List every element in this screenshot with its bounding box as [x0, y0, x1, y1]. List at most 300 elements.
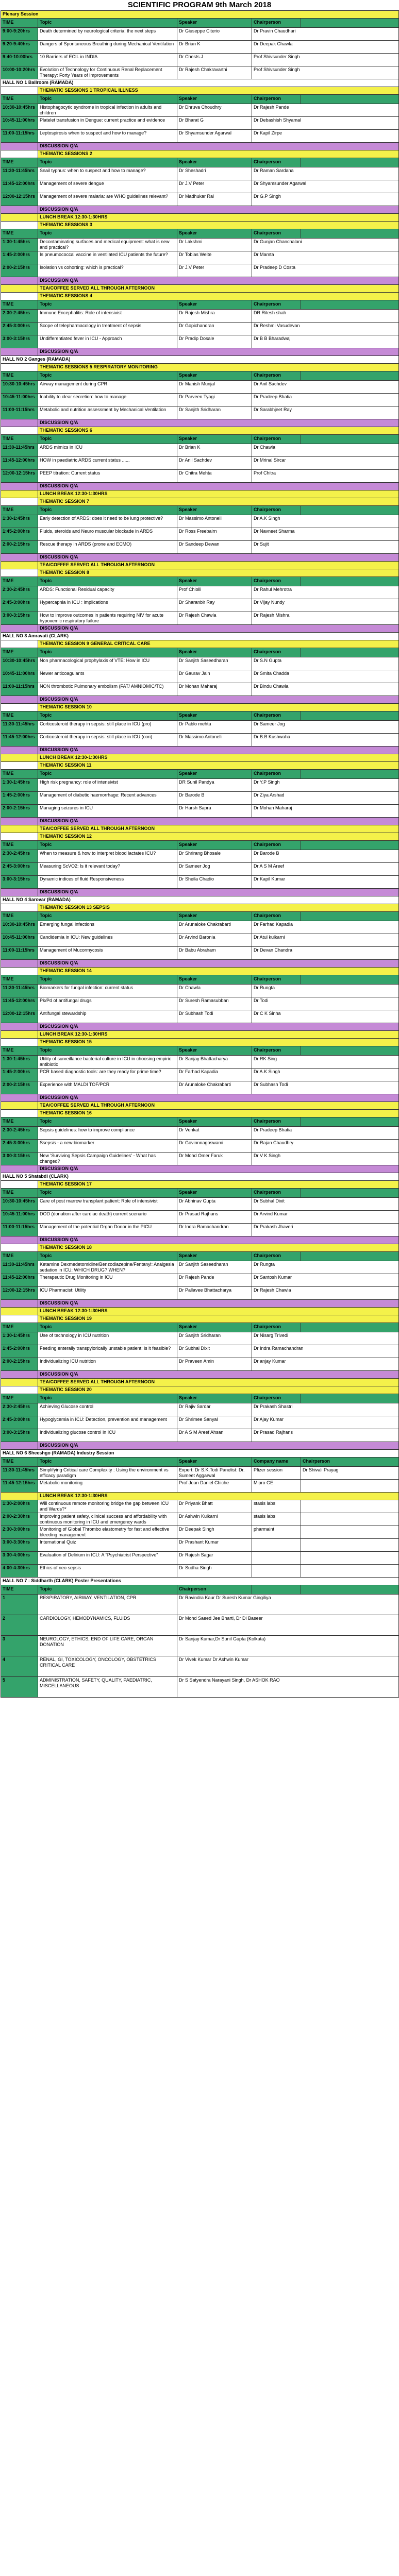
talk-chairperson: Dr Vijay Nundy	[252, 599, 399, 612]
talk-time: 1:45-2:00hrs	[1, 1345, 38, 1358]
hall-header-row	[1, 633, 399, 640]
session-label: DISCUSSION Q/A	[38, 1165, 399, 1173]
industry-row	[1, 1539, 399, 1552]
column-header: TIME	[1, 95, 38, 104]
talk-time: 2:30-2:45hrs	[1, 586, 38, 599]
session-label: THEMATIC SESSIONS 1 TROPICAL ILLNESS	[38, 87, 399, 95]
column-header: Chairperson	[177, 1585, 252, 1595]
talk-row	[1, 167, 399, 180]
industry-row	[1, 1552, 399, 1565]
talk-time: 2:00-2:15hrs	[1, 264, 38, 277]
talk-company: pharmaint	[252, 1526, 301, 1539]
session-label: THEMATIC SESSIONS 2	[38, 150, 399, 158]
column-header: TIME	[1, 506, 38, 515]
session-spacer	[1, 1379, 38, 1386]
session-row	[1, 1244, 399, 1252]
talk-time: 10:30-10:45hrs	[1, 1198, 38, 1211]
talk-topic: Utility of surveillance bacterial culture in ICU in choosing empiric antibiotic	[38, 1056, 177, 1069]
poster-chairperson: Dr Mohd Saeed Jee Bharti, Dr Di Baseer	[177, 1615, 399, 1636]
session-row	[1, 427, 399, 435]
talk-speaker: Dr Bharat G	[177, 117, 252, 130]
talk-speaker: Dr Shrimee Sanyal	[177, 1416, 252, 1429]
talk-speaker: Dr Brian K	[177, 444, 252, 457]
session-row	[1, 704, 399, 711]
talk-row	[1, 28, 399, 41]
talk-chairperson: Dr Shyamsunder Agarwal	[252, 180, 399, 193]
talk-topic: Achieving Glucose control	[38, 1403, 177, 1416]
talk-topic: Scope of telepharmacology in treatment of sepsis	[38, 323, 177, 335]
column-header: Chairperson	[252, 19, 301, 28]
hall-name: HALL NO 1 Ballroom (RAMADA)	[1, 79, 399, 87]
session-spacer	[1, 1181, 38, 1189]
talk-topic: New 'Surviving Sepsis Campaign Guidelines' - What has changed?	[38, 1153, 177, 1165]
session-row	[1, 348, 399, 356]
column-header: Topic	[38, 371, 177, 381]
talk-row	[1, 863, 399, 876]
talk-time: 2:45-3:00hrs	[1, 863, 38, 876]
talk-row	[1, 1081, 399, 1094]
talk-time: 2:45-3:00hrs	[1, 599, 38, 612]
session-spacer	[1, 554, 38, 562]
column-header: Topic	[38, 577, 177, 586]
column-header: TIME	[1, 975, 38, 985]
session-row	[1, 498, 399, 506]
talk-row	[1, 612, 399, 625]
talk-chairperson: Dr Mamta	[252, 251, 399, 264]
talk-speaker: Dr Ross Freebairn	[177, 528, 252, 541]
session-label: LUNCH BREAK 12:30-1:30HRS	[38, 1031, 399, 1039]
session-row	[1, 1039, 399, 1046]
talk-row	[1, 117, 399, 130]
talk-speaker: Dr Massimo Antonelli	[177, 734, 252, 747]
talk-topic: Non pharmacological prophylaxis of VTE: How in ICU	[38, 657, 177, 670]
hall-name: HALL NO 2 Ganges (RAMADA)	[1, 356, 399, 364]
session-label: DISCUSSION Q/A	[38, 419, 399, 427]
column-header	[301, 1189, 399, 1198]
column-header: Speaker	[177, 19, 252, 28]
talk-time: 2:30-2:45hrs	[1, 1403, 38, 1416]
talk-row	[1, 805, 399, 818]
talk-chairperson: Dr Atul kulkarni	[252, 934, 399, 947]
talk-chairperson: Dr Santosh Kumar	[252, 1274, 399, 1287]
column-header-row	[1, 229, 399, 239]
hall-header-row	[1, 79, 399, 87]
session-spacer	[1, 625, 38, 633]
session-label: DISCUSSION Q/A	[38, 1094, 399, 1102]
industry-row	[1, 1500, 399, 1513]
talk-time: 10:45-11:00hrs	[1, 670, 38, 683]
column-header	[252, 1585, 301, 1595]
column-header	[301, 371, 399, 381]
column-header	[301, 770, 399, 779]
session-spacer	[1, 960, 38, 968]
column-header	[301, 19, 399, 28]
session-spacer	[1, 833, 38, 841]
talk-row	[1, 104, 399, 117]
talk-time: 11:30-11:45hrs	[1, 1467, 38, 1480]
column-header-row	[1, 95, 399, 104]
talk-row	[1, 335, 399, 348]
talk-chairperson: Dr RK Sing	[252, 1056, 399, 1069]
talk-chairperson: Dr anjay Kumar	[252, 1358, 399, 1371]
session-spacer	[1, 419, 38, 427]
talk-chairperson: Dr Ziya Arshad	[252, 792, 399, 805]
talk-chairperson: Dr Reshmi Vasudevan	[252, 323, 399, 335]
talk-speaker: Dr Mohan Maharaj	[177, 683, 252, 696]
column-header-row	[1, 648, 399, 657]
talk-time: 2:00-2:15hrs	[1, 1358, 38, 1371]
poster-topic: NEUROLOGY, ETHICS, END OF LIFE CARE, ORGAN DONATION	[38, 1636, 177, 1656]
column-header	[301, 1046, 399, 1056]
session-row	[1, 960, 399, 968]
column-header: Chairperson	[252, 912, 301, 921]
talk-speaker: Dr Shyamsunder Agarwal	[177, 130, 252, 143]
talk-chairperson: Dr Y.P Singh	[252, 779, 399, 792]
hall-name: HALL NO 3 Amravati (CLARK)	[1, 633, 399, 640]
column-header	[301, 841, 399, 850]
session-row	[1, 1031, 399, 1039]
session-label: THEMATIC SESSION 17	[38, 1181, 399, 1189]
talk-speaker: Dr Giuseppe Citerio	[177, 28, 252, 41]
talk-chairperson: Dr Rajesh Mishra	[252, 612, 399, 625]
talk-row	[1, 1127, 399, 1140]
talk-topic: Decontaminating surfaces and medical equipment: what is new and practical?	[38, 239, 177, 251]
session-row	[1, 889, 399, 896]
column-header: Topic	[38, 1189, 177, 1198]
talk-chairperson: Dr Subhal Dixit	[252, 1198, 399, 1211]
talk-chairperson	[301, 1500, 399, 1513]
talk-speaker: Dr Sheila Chadio	[177, 876, 252, 889]
talk-row	[1, 1010, 399, 1023]
talk-row	[1, 394, 399, 406]
talk-time: 10:30-10:45hrs	[1, 381, 38, 394]
talk-time: 10:45-11:00hrs	[1, 1211, 38, 1224]
talk-time: 11:45-12:00hrs	[1, 457, 38, 470]
session-spacer	[1, 904, 38, 912]
talk-chairperson: Dr Deepak Chawla	[252, 41, 399, 54]
talk-chairperson: DR Ritesh shah	[252, 310, 399, 323]
talk-chairperson: Dr Prakash Shastri	[252, 1403, 399, 1416]
poster-row	[1, 1677, 399, 1698]
talk-topic: ARDS mimics in ICU	[38, 444, 177, 457]
session-label: DISCUSSION Q/A	[38, 1371, 399, 1379]
session-row	[1, 1386, 399, 1394]
talk-time: 11:45-12:00hrs	[1, 734, 38, 747]
poster-chairperson: Dr S Satyendra Narayani Singh, Dr ASHOK RAO	[177, 1677, 399, 1698]
talk-row	[1, 683, 399, 696]
column-header: TIME	[1, 1252, 38, 1261]
session-label: DISCUSSION Q/A	[38, 554, 399, 562]
talk-chairperson: Dr Rajesh Chawla	[252, 1287, 399, 1300]
talk-time: 10:45-11:00hrs	[1, 394, 38, 406]
talk-chairperson: Dr Anil Sachdev	[252, 381, 399, 394]
poster-number: 4	[1, 1656, 38, 1677]
column-header: TIME	[1, 371, 38, 381]
session-label: DISCUSSION Q/A	[38, 348, 399, 356]
talk-row	[1, 876, 399, 889]
talk-row	[1, 323, 399, 335]
talk-time: 2:30-2:45hrs	[1, 850, 38, 863]
talk-speaker: Dr Arvind Baronia	[177, 934, 252, 947]
talk-topic: Candidemia in ICU: New guidelines	[38, 934, 177, 947]
talk-topic: Managing seizures in ICU	[38, 805, 177, 818]
column-header: TIME	[1, 1585, 38, 1595]
session-row	[1, 490, 399, 498]
column-header: TIME	[1, 648, 38, 657]
column-header-row	[1, 770, 399, 779]
talk-row	[1, 734, 399, 747]
session-spacer	[1, 640, 38, 648]
talk-topic: Early detection of ARDS: does it need to be lung protective?	[38, 515, 177, 528]
talk-speaker: DR Sunil Pandya	[177, 779, 252, 792]
hall-header-row	[1, 1173, 399, 1181]
talk-time: 10:30-10:45hrs	[1, 104, 38, 117]
talk-speaker: Prof Jean Daniel Chiche	[177, 1480, 252, 1493]
talk-speaker: Dr Subhash Todi	[177, 1010, 252, 1023]
column-header: Chairperson	[252, 300, 301, 310]
column-header	[301, 711, 399, 721]
session-label: THEMATIC SESSION 19	[38, 1315, 399, 1323]
poster-chairperson: Dr Sanjay Kumar,Dr Sunil Gupta (Kolkata)	[177, 1636, 399, 1656]
talk-time: 1:45-2:00hrs	[1, 1069, 38, 1081]
session-spacer	[1, 1386, 38, 1394]
talk-topic: Undifferentiated fever in ICU - Approach	[38, 335, 177, 348]
talk-topic: Ethics of neo sepsis	[38, 1565, 177, 1578]
session-spacer	[1, 1110, 38, 1117]
talk-time: 1:30-1:45hrs	[1, 515, 38, 528]
talk-speaker: Dr Tobias Welte	[177, 251, 252, 264]
talk-time: 3:00-3:15hrs	[1, 1429, 38, 1442]
session-label: DISCUSSION Q/A	[38, 143, 399, 150]
talk-topic: Rescue therapy in ARDS (prone and ECMO)	[38, 541, 177, 554]
column-header-row	[1, 841, 399, 850]
talk-topic: Metabolic monitoring	[38, 1480, 177, 1493]
talk-chairperson	[301, 1513, 399, 1526]
talk-speaker: Dr Priyank Bhatt	[177, 1500, 252, 1513]
session-label: THEMATIC SESSION 16	[38, 1110, 399, 1117]
talk-chairperson: Dr Sujit	[252, 541, 399, 554]
talk-topic: Newer anticoagulants	[38, 670, 177, 683]
hall-header-row	[1, 896, 399, 904]
column-header: Topic	[38, 1323, 177, 1332]
column-header: Topic	[38, 435, 177, 444]
poster-number: 5	[1, 1677, 38, 1698]
column-header: Chairperson	[252, 506, 301, 515]
talk-row	[1, 66, 399, 79]
talk-chairperson: Dr Prakash Jhaveri	[252, 1224, 399, 1236]
poster-topic: ADMINISTRATION, SAFETY, QUALITY, PAEDIATRIC, MISCELLANEOUS	[38, 1677, 177, 1698]
session-label: TEA/COFFEE SERVED ALL THROUGH AFTERNOON	[38, 285, 399, 293]
column-header: TIME	[1, 577, 38, 586]
column-header: TIME	[1, 229, 38, 239]
session-label: THEMATIC SESSION 7	[38, 498, 399, 506]
talk-speaker: Dr Chests J	[177, 54, 252, 66]
talk-row	[1, 1345, 399, 1358]
column-header: Topic	[38, 300, 177, 310]
talk-speaker: Dr Sameer Jog	[177, 863, 252, 876]
talk-speaker: Dr Rajesh Mishra	[177, 310, 252, 323]
talk-time: 10:45-11:00hrs	[1, 934, 38, 947]
poster-number: 1	[1, 1595, 38, 1615]
talk-row	[1, 515, 399, 528]
talk-chairperson: Dr S.N Gupta	[252, 657, 399, 670]
column-header: Topic	[38, 841, 177, 850]
talk-speaker: Dr Indra Ramachandran	[177, 1224, 252, 1236]
talk-time: 9:20-9:40hrs	[1, 41, 38, 54]
column-header-row	[1, 19, 399, 28]
session-spacer	[1, 1094, 38, 1102]
talk-topic: Ketamine Dexmedetomidine/Benzodiazepine/Fentanyl: Analgesia sedation in ICU: WHICH DRUG? WHEN?	[38, 1261, 177, 1274]
hall-name: Plenary Session	[1, 11, 399, 19]
talk-chairperson: Dr Rajesh Pande	[252, 104, 399, 117]
talk-row	[1, 310, 399, 323]
column-header: Chairperson	[252, 1252, 301, 1261]
session-label: LUNCH BREAK 12:30-1:30HRS	[38, 1308, 399, 1315]
talk-time: 9:40-10:00hrs	[1, 54, 38, 66]
talk-topic: Snail typhus: when to suspect and how to manage?	[38, 167, 177, 180]
session-row	[1, 1094, 399, 1102]
talk-time: 11:30-11:45hrs	[1, 985, 38, 997]
session-spacer	[1, 968, 38, 975]
session-spacer	[1, 87, 38, 95]
column-header: Chairperson	[252, 975, 301, 985]
talk-speaker: Dr Subhal Dixit	[177, 1345, 252, 1358]
industry-row	[1, 1513, 399, 1526]
talk-speaker: Dr Lakshmi	[177, 239, 252, 251]
session-label: LUNCH BREAK 12:30-1:30HRS	[38, 214, 399, 222]
talk-speaker: Dr Parveen Tyagi	[177, 394, 252, 406]
session-label: THEMATIC SESSION 13 SEPSIS	[38, 904, 399, 912]
talk-speaker: Prof Chiolli	[177, 586, 252, 599]
talk-topic: When to measure & how to interpret blood lactates ICU?	[38, 850, 177, 863]
column-header-row	[1, 1046, 399, 1056]
talk-chairperson: Dr Rungta	[252, 985, 399, 997]
column-header: Topic	[38, 975, 177, 985]
talk-company: Mipro GE	[252, 1480, 301, 1493]
column-header: TIME	[1, 1117, 38, 1127]
session-row	[1, 143, 399, 150]
column-header	[301, 158, 399, 167]
talk-speaker: Dr Shrirang Bhosale	[177, 850, 252, 863]
talk-speaker: Dr Rajesh Pande	[177, 1274, 252, 1287]
program-table	[1, 10, 399, 1698]
column-header: Topic	[38, 912, 177, 921]
session-label: THEMATIC SESSION 12	[38, 833, 399, 841]
session-label: THEMATIC SESSION 14	[38, 968, 399, 975]
talk-topic: Leptospirosis when to suspect and how to manage?	[38, 130, 177, 143]
talk-speaker: Dr Arunaloke Chakrabarti	[177, 1081, 252, 1094]
talk-row	[1, 921, 399, 934]
talk-time: 12:00-12:15hrs	[1, 1287, 38, 1300]
column-header: TIME	[1, 1394, 38, 1403]
session-spacer	[1, 277, 38, 285]
poster-topic: RENAL, GI, TOXICOLOGY, ONCOLOGY, OBSTETRICS CRITICAL CARE	[38, 1656, 177, 1677]
column-header: Topic	[38, 158, 177, 167]
talk-speaker: Dr Babu Abraham	[177, 947, 252, 960]
talk-chairperson: Dr Shivali Prayag	[301, 1467, 399, 1480]
column-header: Speaker	[177, 506, 252, 515]
talk-topic: ARDS: Functional Residual capacity	[38, 586, 177, 599]
talk-time: 11:00-11:15hrs	[1, 683, 38, 696]
talk-chairperson: Dr Pradeep D Costa	[252, 264, 399, 277]
talk-topic: Emerging fungal infections	[38, 921, 177, 934]
talk-row	[1, 193, 399, 206]
column-header: Speaker	[177, 95, 252, 104]
talk-time: 12:00-12:15hrs	[1, 470, 38, 483]
column-header: TIME	[1, 19, 38, 28]
talk-chairperson: Dr Ajay Kumar	[252, 1416, 399, 1429]
column-header: TIME	[1, 435, 38, 444]
column-header: Speaker	[177, 711, 252, 721]
column-header: Topic	[38, 19, 177, 28]
column-header: TIME	[1, 158, 38, 167]
column-header: Chairperson	[252, 435, 301, 444]
talk-time: 3:00-3:15hrs	[1, 876, 38, 889]
talk-chairperson	[301, 1565, 399, 1578]
column-header: Chairperson	[252, 1046, 301, 1056]
talk-speaker: Dr Sanjith Sridharan	[177, 1332, 252, 1345]
column-header: Topic	[38, 1117, 177, 1127]
column-header-row	[1, 1394, 399, 1403]
talk-chairperson: Dr Barode B	[252, 850, 399, 863]
talk-time: 3:30-4:00hrs	[1, 1552, 38, 1565]
column-header: Speaker	[177, 912, 252, 921]
column-header-row	[1, 158, 399, 167]
talk-chairperson: Dr Nisarg Trivedi	[252, 1332, 399, 1345]
talk-time: 2:45-3:00hrs	[1, 323, 38, 335]
column-header: Topic	[38, 95, 177, 104]
session-row	[1, 364, 399, 371]
talk-row	[1, 850, 399, 863]
session-spacer	[1, 427, 38, 435]
column-header	[301, 435, 399, 444]
column-header: Chairperson	[252, 158, 301, 167]
column-header: Speaker	[177, 648, 252, 657]
session-spacer	[1, 150, 38, 158]
talk-row	[1, 657, 399, 670]
column-header: Speaker	[177, 1394, 252, 1403]
column-header	[301, 975, 399, 985]
hall-header-row	[1, 356, 399, 364]
session-spacer	[1, 1308, 38, 1315]
column-header	[301, 1117, 399, 1127]
talk-chairperson: Dr Pravin Chaudhari	[252, 28, 399, 41]
session-row	[1, 1442, 399, 1450]
talk-chairperson: Dr Kapil Zirpe	[252, 130, 399, 143]
session-row	[1, 419, 399, 427]
session-row	[1, 562, 399, 569]
talk-speaker: Dr Sharanbir Ray	[177, 599, 252, 612]
talk-speaker: Dr Harsh Sapra	[177, 805, 252, 818]
column-header: TIME	[1, 841, 38, 850]
talk-time: 11:45-12:15hrs	[1, 1480, 38, 1493]
talk-time: 1:30-1:45hrs	[1, 239, 38, 251]
talk-topic: Histophagocytic syndrome in tropical infection in adults and children	[38, 104, 177, 117]
talk-row	[1, 239, 399, 251]
talk-topic: Management of severe malaria: are WHO guidelines relevant?	[38, 193, 177, 206]
column-header: Topic	[38, 1585, 177, 1595]
session-label: THEMATIC SESSION 20	[38, 1386, 399, 1394]
talk-speaker: Dr Gaurav Jain	[177, 670, 252, 683]
talk-row	[1, 1429, 399, 1442]
talk-row	[1, 381, 399, 394]
talk-time: 11:45-12:00hrs	[1, 180, 38, 193]
industry-row	[1, 1480, 399, 1493]
talk-time: 2:30-2:45hrs	[1, 1127, 38, 1140]
talk-chairperson	[301, 1526, 399, 1539]
column-header: Chairperson	[252, 1323, 301, 1332]
talk-time: 10:30-10:45hrs	[1, 921, 38, 934]
